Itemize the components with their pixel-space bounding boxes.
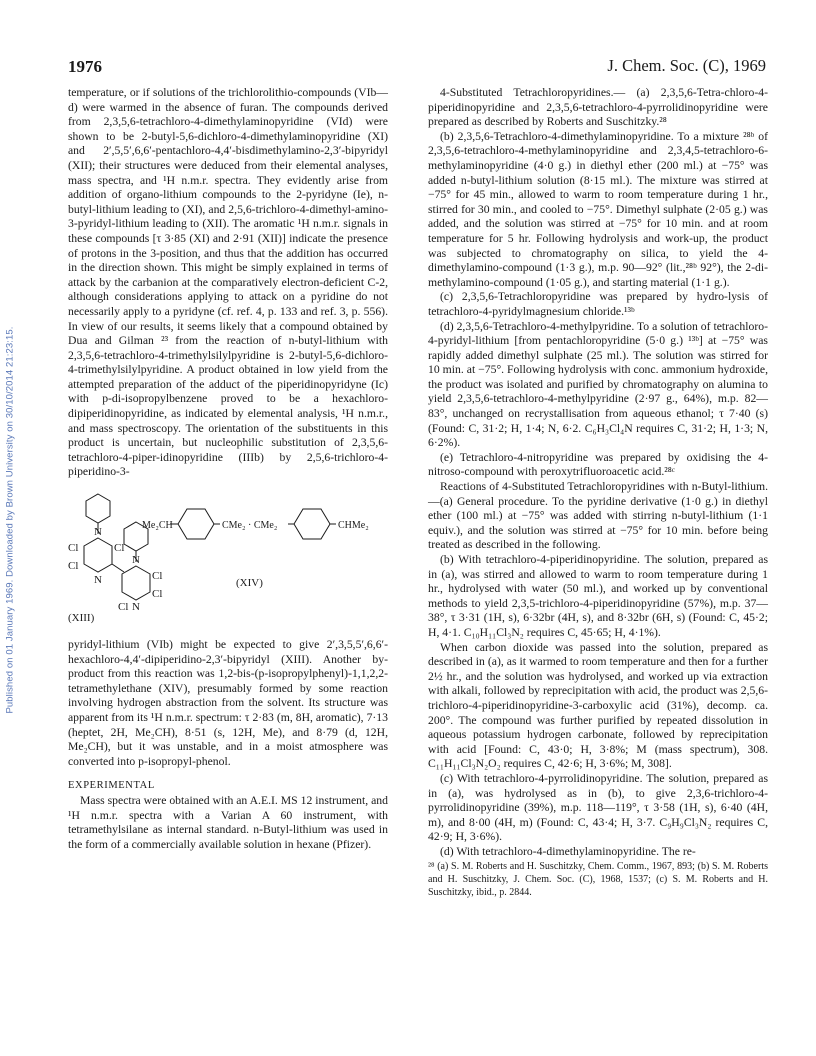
n-atom-label: N — [94, 574, 102, 587]
right-paragraph-9: (c) With tetrachloro-4-pyrrolidinopyridine. The solution, prepared as in (a), was hydrolysed as in (b), to give 2,3,6-trichloro-4-pyrrolidinopyridine (39%), m.p. 118—119°, τ 3·58 (1H, s), 6·40 (4H, m), and 8·00 (4H, m) (Found: C, 43·4; H, 3·7. C₉H₉Cl₃N₂ requires C, 42·9; H, 3·6%). — [428, 771, 768, 844]
left-paragraph-2: pyridyl-lithium (VIb) might be expected to give 2′,3,5,5′,6,6′-hexachloro-4,4′-dipiperidino-2,3′-bipyridyl (XIII). Another by-product from this reaction was 1,2-bis-(p-isopropylphenyl)-1,1,2,2-tetramethylethane (XIV), presumably formed by some reaction involving hydrogen abstraction from the solvent. Its structure was apparent from its ¹H n.m.r. spectrum: τ 2·83 (m, 8H, aromatic), 7·13 (heptet, 2H, Me₂CH), 8·51 (s, 12H, Me), and 8·79 (d, 12H, Me₂CH), but it was unstable, and in a moist atmosphere was converted into p-isopropyl-phenol. — [68, 638, 388, 768]
left-paragraph-3: Mass spectra were obtained with an A.E.I. MS 12 instrument, and ¹H n.m.r. spectra with a Varian A 60 instrument, with tetramethylsilane as internal standard. n-Butyl-lithium was used in the form of a commercially available solution in hexane (Pfizer). — [68, 793, 388, 851]
page-number: 1976 — [68, 57, 102, 76]
cme2-linker-label: CMe₂ · CMe₂ — [222, 520, 278, 532]
right-paragraph-4: (d) 2,3,5,6-Tetrachloro-4-methylpyridine. To a solution of tetrachloro-4-pyridyl-lithium [from pentachloropyridine (5·0 g.) ¹³ᵇ] at −75° was rapidly added dimethyl sulphate (25 ml.). The solution was stirred for 10 min. at −75°. Following hydrolysis with conc. ammonium hydroxide, the product was isolated and purified by chromatography on alumina to yield 2,3,5,6-tetrachloro-4-methylpyridine (2·97 g., 64%), m.p. 82—83°, unchanged on recrystallisation from aqueous ethanol; τ 7·40 (s) (Found: C, 31·2; H, 1·4; N, 6·2. C₆H₃Cl₄N requires C, 31·2; H, 1·3; N, 6·2%). — [428, 319, 768, 450]
cl-atom-label: Cl — [118, 601, 129, 614]
right-paragraph-7: (b) With tetrachloro-4-piperidinopyridine. The solution, prepared as in (a), was stirred and allowed to warm to room temperature during 1 hr., hydrolysed with water (50 ml.), and worked up by conventional methods to yield 2,3,5-trichloro-4-piperidinopyridine (57%), m.p. 37—38°, τ 3·31 (1H, s), 6·32br (4H, s), and 8·32br (6H, s) (Found: C, 45·2; H, 4·1. C₁₀H₁₁Cl₃N₂ requires C, 45·65; H, 4·1%). — [428, 553, 768, 639]
watermark-text: Published on 01 January 1969. Downloaded by Brown University on 30/10/2014 21:23:15. — [4, 326, 16, 714]
left-paragraph-1: temperature, or if solutions of the trichlorolithio-compounds (VIb—d) were warmed in the absence of furan. The compounds derived from 2,3,5,6-tetrachloro-4-dimethylaminopyridine (VId) were shown to be 2-butyl-5,6-dichloro-4-dimethylaminopyridine (XI) and 2′,5,5′,6,6′-pentachloro-4,4′-bisdimethylamino-2,3′-bipyridyl (XII); their structures were deduced from their elemental analyses, mass spectra, and ¹H n.m.r. spectra. They evidently arise from addition of organo-lithium compounds to the 2-pyridyne (Ie), n-butyl-lithium leading to (XI), and 2,5,6-trichloro-4-dimethyl-amino-3-pyridyl-lithium leading to (XII). The aromatic ¹H n.m.r. signals in these compounds [τ 3·85 (XI) and 2·91 (XII)] indicate the presence of protons in the 3-position, and thus that the addition has occurred in the direction shown. This might be simply explained in terms of attack by the carbanion at the comparatively electron-deficient C-2, although considerations applying to attack on a pyridine do not necessarily apply to a pyridyne (cf. ref. 4, p. 133 and ref. 3, p. 556). In view of our results, it seems likely that a compound obtained by Dua and Gilman ²³ from the reaction of n-butyl-lithium with 2,3,5,6-tetrachloro-4-trimethylsilylpyridine is 2-butyl-5,6-dichloro-4-trimethylsilylpyridine. A product obtained in low yield from the attempted preparation of the adduct of the piperidinopyridyne (Ic) with p-di-isopropylbenzene proved to be a hexachloro-dipiperidinopyridine, as indicated by elemental analysis, ¹H n.m.r., and mass spectroscopy. The orientation of the substituents in this product is uncertain, but nucleophilic substitution of 2,3,5,6-tetrachloro-4-piper-idinopyridine (IIIb) by 2,5,6-trichloro-4-piperidino-3- — [68, 86, 388, 479]
right-paragraph-2: (b) 2,3,5,6-Tetrachloro-4-dimethylaminopyridine. To a mixture ²⁸ᵇ of 2,3,5,6-tetrachloro-4-methylaminopyridine and 2,3,4,5-tetrachloro-6-methylaminopyridine (4·0 g.) in diethyl ether (200 ml.) at −75° was added n-butyl-lithium solution (8·15 ml.). The mixture was stirred at −75° for 45 min., allowed to warm to room temperature during 1 hr., stirred for 30 min., and cooled to −75°. Dimethyl sulphate (2·05 g.) was added, and the solution was stirred at −75° for 10 min. and at room temperature for 5 hr. Following hydrolysis and work-up, the product was subjected to chromatography on silica, to yield the 4-dimethylamino-compound (1·3 g.), m.p. 90—92° (lit.,²⁸ᵇ 92°), the 2-di-methylamino-compound (1·05 g.), and starting material (1·1 g.). — [428, 129, 768, 289]
me2ch-group-label: Me₂CH — [142, 520, 173, 532]
left-column — [68, 86, 388, 852]
structure-figure — [68, 486, 388, 686]
n-atom-label: N — [132, 554, 140, 567]
chme2-group-label: CHMe₂ — [338, 520, 369, 532]
compound-label-xiv: (XIV) — [236, 577, 263, 590]
right-paragraph-10: (d) With tetrachloro-4-dimethylaminopyridine. The re- — [440, 844, 696, 858]
cl-atom-label: Cl — [152, 588, 163, 601]
compound-label-xiii: (XIII) — [68, 612, 95, 625]
journal-header: J. Chem. Soc. (C), 1969 — [607, 56, 766, 75]
experimental-heading: EXPERIMENTAL — [68, 780, 155, 792]
n-atom-label: N — [132, 601, 140, 614]
right-column — [428, 86, 768, 899]
right-paragraph-3: (c) 2,3,5,6-Tetrachloropyridine was prepared by hydro-lysis of tetrachloro-4-pyridylmagnesium chloride.¹³ᵇ — [428, 290, 768, 318]
right-paragraph-8: When carbon dioxide was passed into the solution, prepared as described in (a), as it warmed to room temperature and then for a further 2½ hr., and the solution was hydrolysed, and worked up via extraction with alkali, followed by reprecipitation with acid, the product was 2,5,6-trichloro-4-piperidinopyridine-3-carboxylic acid (31%), decomp. ca. 200°. The compound was further purified by repeated dissolution in aqueous potassium hydrogen carbonate, followed by reprecipitation with acid [Found: C, 43·0; H, 3·8%; M (mass spectrum), 308. C₁₁H₁₁Cl₃N₂O₂ requires C, 42·6; H, 3·6%; M, 308]. — [428, 640, 768, 771]
footnote: ²⁸ (a) S. M. Roberts and H. Suschitzky, Chem. Comm., 1967, 893; (b) S. M. Roberts and H. Suschitzky, J. Chem. Soc. (C), 1968, 1537; (c) S. M. Roberts and H. Suschitzky, ibid., p. 2844. — [428, 861, 768, 898]
cl-atom-label: Cl — [68, 560, 79, 573]
right-paragraph-5: (e) Tetrachloro-4-nitropyridine was prepared by oxidising the 4-nitroso-compound with peroxytrifluoroacetic acid.²⁸ᶜ — [428, 450, 768, 479]
right-paragraph-6: Reactions of 4-Substituted Tetrachloropyridines with n-Butyl-lithium.—(a) General procedure. To the pyridine derivative (1·0 g.) in diethyl ether (100 ml.) at −75° was added with stirring n-butyl-lithium (1·1 equiv.), and the solution was stirred at −75° for 10 min. before being treated as described in the following. — [428, 480, 768, 552]
chemical-structures-svg — [68, 486, 388, 686]
right-paragraph-1: 4-Substituted Tetrachloropyridines.— (a) 2,3,5,6-Tetra-chloro-4-piperidinopyridine and 2,3,5,6-tetrachloro-4-pyrrolidinopyridine were prepared as described by Roberts and Suschitzky.²⁸ — [428, 86, 768, 129]
n-atom-label: N — [94, 526, 102, 539]
download-watermark — [3, 200, 17, 840]
cl-atom-label: Cl — [114, 542, 125, 555]
cl-atom-label: Cl — [68, 542, 79, 555]
cl-atom-label: Cl — [152, 570, 163, 583]
